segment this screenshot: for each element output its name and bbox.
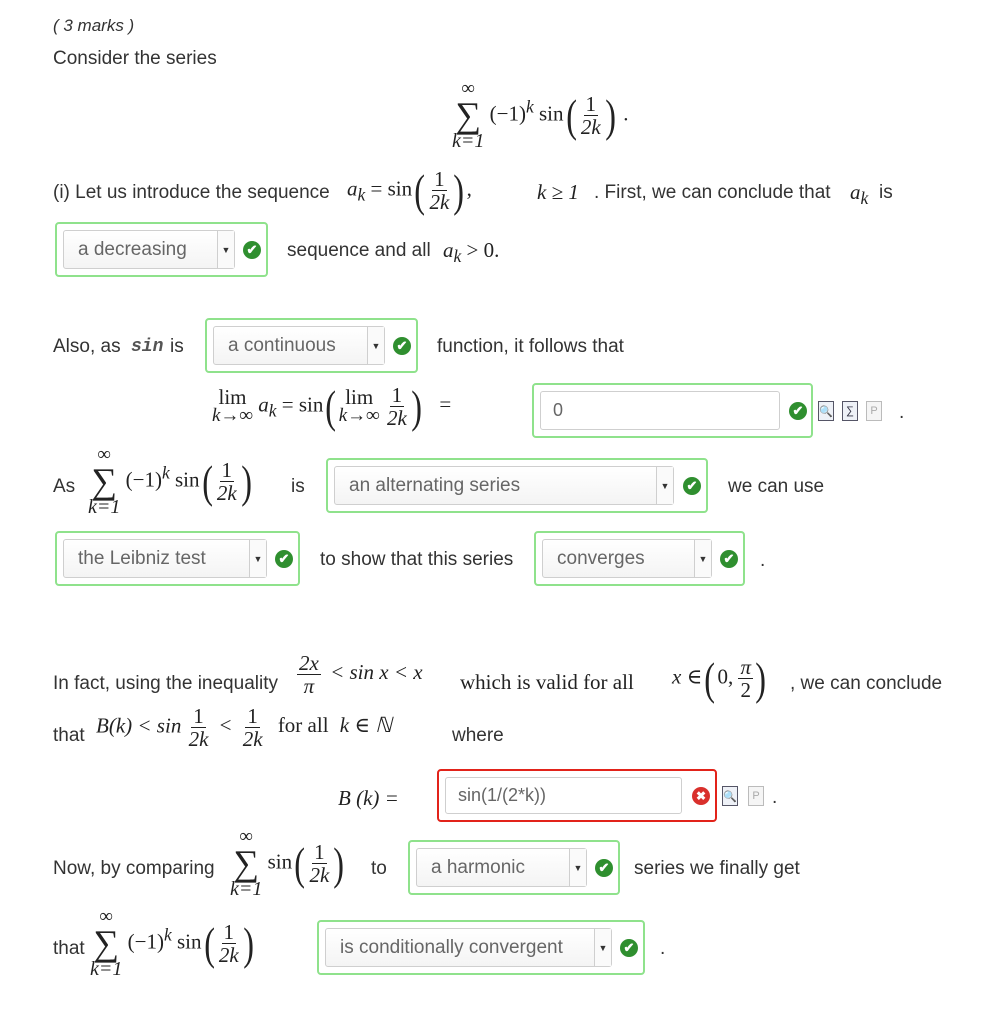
incorrect-cross-icon: ✖	[692, 787, 710, 805]
correct-check-icon: ✔	[620, 939, 638, 957]
we-can-use-text: we can use	[728, 476, 825, 497]
chevron-down-icon[interactable]: ▼	[249, 540, 266, 577]
bk-label: B (k) =	[338, 786, 399, 810]
now-comparing-text: Now, by comparing	[53, 858, 215, 879]
also-as-text: Also, as	[53, 336, 121, 357]
dropdown-test[interactable]: the Leibniz test ▼	[63, 539, 267, 578]
k-condition: k ≥ 1	[537, 180, 579, 204]
dropdown-conclusion-wrapper	[317, 920, 645, 975]
that-text: that	[53, 725, 85, 746]
sum-symbol: ∞ ∑ k=1	[452, 78, 485, 153]
syntax-icon[interactable]: P	[866, 401, 882, 421]
ak-positive: $a_k > 0$.	[443, 238, 500, 267]
dropdown-continuity[interactable]: a continuous ▼	[213, 326, 385, 365]
correct-check-icon: ✔	[243, 241, 261, 259]
dropdown-continuity-wrapper	[205, 318, 418, 373]
inequality-expression: $\frac{2x}{\pi}$ < sin x < x	[299, 651, 423, 699]
chevron-down-icon[interactable]: ▼	[594, 929, 611, 966]
part2-is: is	[170, 336, 184, 357]
correct-check-icon: ✔	[683, 477, 701, 495]
function-follows-text: function, it follows that	[437, 336, 624, 357]
bound-expression: B(k) < sin $\frac{1}{2k}$ < $\frac{1}{2k}$ for all k ∈ ℕ	[96, 704, 392, 752]
series-expression-2: ∞ ∑ k=1 $(-1)^k$ sin( $\frac{1}{2k}$ )	[88, 444, 252, 519]
to-show-text: to show that this series	[320, 549, 514, 570]
preview-icon[interactable]: 🔍	[818, 401, 834, 421]
convergence-period: .	[760, 550, 766, 571]
chevron-down-icon[interactable]: ▼	[217, 231, 234, 268]
series-finally-text: series we finally get	[634, 858, 800, 879]
dropdown-conclusion[interactable]: is conditionally convergent ▼	[325, 928, 612, 967]
dropdown-test-wrapper	[55, 531, 300, 586]
where-text: where	[452, 725, 504, 746]
correct-check-icon: ✔	[789, 402, 807, 420]
part1-conclude: . First, we can conclude that	[594, 182, 831, 203]
bk-period: .	[772, 787, 778, 808]
chevron-down-icon[interactable]: ▼	[367, 327, 384, 364]
dropdown-convergence-wrapper	[534, 531, 745, 586]
valid-text: which is valid for all	[460, 670, 634, 694]
ak-symbol: $a_k$	[850, 180, 869, 209]
limit-input-wrapper	[532, 383, 813, 438]
correct-check-icon: ✔	[393, 337, 411, 355]
limit-period: .	[899, 402, 905, 423]
dropdown-monotonicity[interactable]: a decreasing ▼	[63, 230, 235, 269]
part1-intro: (i) Let us introduce the sequence	[53, 182, 330, 203]
marks-label: ( 3 marks )	[53, 16, 135, 35]
dropdown-series-type-wrapper	[326, 458, 708, 513]
ak-definition: $a_k = \sin$( $\frac{1}{2k}$ ) ,	[347, 165, 472, 216]
final-that-text: that	[53, 938, 85, 959]
formula-icon[interactable]: ∑	[842, 401, 858, 421]
bk-input[interactable]: sin(1/(2*k))	[445, 777, 682, 814]
final-series: ∞ ∑ k=1 $(-1)^k$ sin( $\frac{1}{2k}$ )	[90, 906, 254, 981]
chevron-down-icon[interactable]: ▼	[569, 849, 586, 886]
intro-text: Consider the series	[53, 48, 217, 69]
limit-expression: lim k→∞ $a_k = \sin$( lim k→∞ $\frac{1}{2k}$ ) =	[212, 381, 452, 432]
in-fact-text: In fact, using the inequality	[53, 673, 278, 694]
part1-after: sequence and all	[287, 240, 431, 261]
final-period: .	[660, 938, 666, 959]
to-text: to	[371, 858, 387, 879]
correct-check-icon: ✔	[595, 859, 613, 877]
bk-input-wrapper	[437, 769, 717, 822]
syntax-icon[interactable]: P	[748, 786, 764, 806]
part1-is: is	[879, 182, 893, 203]
sin-code: sin	[131, 337, 164, 357]
as-text: As	[53, 476, 76, 497]
limit-input[interactable]: 0	[540, 391, 780, 430]
chevron-down-icon[interactable]: ▼	[694, 540, 711, 577]
part3-is: is	[291, 476, 305, 497]
comparison-series: ∞ ∑ k=1 sin( $\frac{1}{2k}$ )	[230, 826, 345, 901]
correct-check-icon: ✔	[275, 550, 293, 568]
correct-check-icon: ✔	[720, 550, 738, 568]
interval-expression: x ∈( 0, $\frac{\pi}{2}$ )	[672, 653, 767, 704]
dropdown-comparison-wrapper	[408, 840, 620, 895]
preview-icon[interactable]: 🔍	[722, 786, 738, 806]
dropdown-comparison[interactable]: a harmonic ▼	[416, 848, 587, 887]
chevron-down-icon[interactable]: ▼	[656, 467, 673, 504]
dropdown-convergence[interactable]: converges ▼	[542, 539, 712, 578]
conclude-text: , we can conclude	[790, 673, 943, 694]
main-series: ∞ ∑ k=1 $(-1)^k$ sin( $\frac{1}{2k}$ ) .	[452, 78, 629, 153]
dropdown-series-type[interactable]: an alternating series ▼	[334, 466, 674, 505]
dropdown-monotonicity-wrapper	[55, 222, 268, 277]
